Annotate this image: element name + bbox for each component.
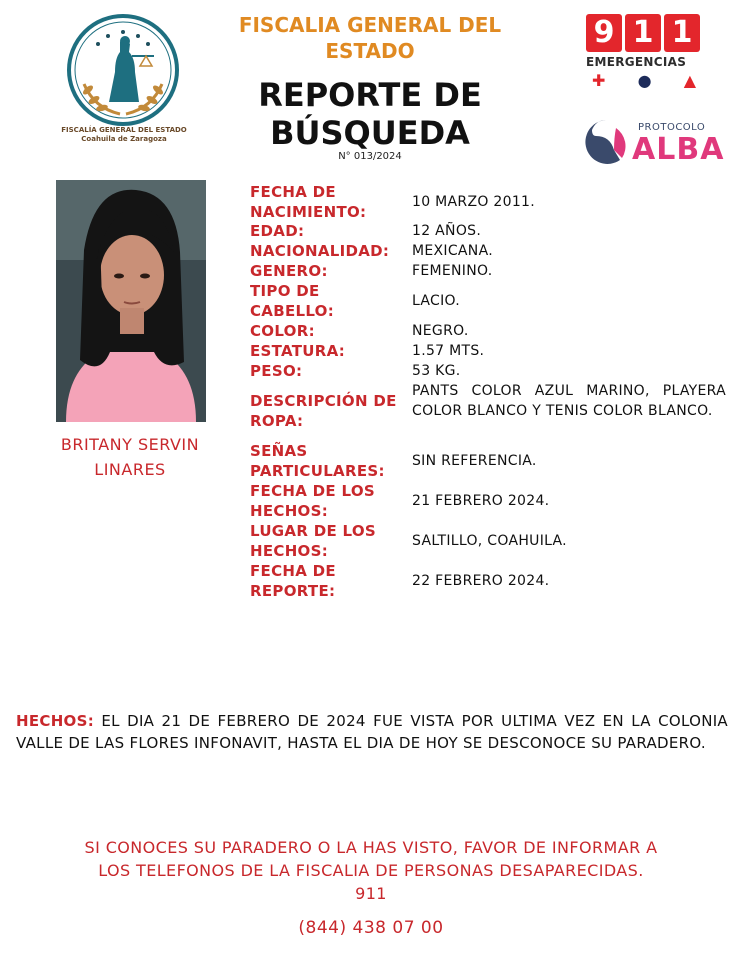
hechos-label: HECHOS: [16,712,95,730]
appeal-line3: 911 [355,884,387,903]
report-title-line1: REPORTE DE [258,76,482,114]
fiscalia-seal-logo [61,14,187,146]
protocolo-alba-logo [580,114,725,170]
field-value-nationality: MEXICANA. [412,243,493,259]
contact-phone: (844) 438 07 00 [298,918,444,938]
field-value-event-place: SALTILLO, COAHUILA. [412,533,567,549]
field-value-birth-date: 10 MARZO 2011. [412,194,535,210]
seal-text-agency: FISCALÍA GENERAL DEL ESTADO [61,126,187,134]
field-label-height: ESTATURA: [250,342,346,360]
emergency-label: EMERGENCIAS [586,55,687,69]
red-cross-icon: ✚ [592,71,606,90]
field-label-event-date: FECHA DE LOS HECHOS: [250,482,375,520]
field-value-height: 1.57 MTS. [412,343,485,359]
field-label-weight: PESO: [250,362,303,380]
seal-text-state: Coahuila de Zaragoza [81,135,167,143]
emergency-911-logo [586,14,702,90]
appeal-line1: SI CONOCES SU PARADERO O LA HAS VISTO, FAVOR DE INFORMAR A [84,838,658,857]
emergency-digit: 9 [586,14,622,52]
field-label-gender: GENERO: [250,262,328,280]
field-label-age: EDAD: [250,222,305,240]
alba-head-icon [580,116,632,168]
field-value-weight: 53 KG. [412,363,461,379]
emergency-icons [586,71,702,90]
field-label-report-date: FECHA DE REPORTE: [250,562,336,600]
person-portrait-icon [56,180,206,422]
justice-seal-icon [62,14,184,126]
field-label-color: COLOR: [250,322,315,340]
report-title [200,76,540,152]
protocol-word: ALBA [632,132,725,167]
appeal-block [20,836,722,905]
field-label-event-place: LUGAR DE LOS HECHOS: [250,522,376,560]
emergency-digit: 1 [625,14,661,52]
field-value-color: NEGRO. [412,323,469,339]
appeal-line2: LOS TELEFONOS DE LA FISCALIA DE PERSONAS DESAPARECIDAS. [98,861,644,880]
field-label-clothing: DESCRIPCIÓN DE ROPA: [250,392,397,430]
field-value-gender: FEMENINO. [412,263,493,279]
hechos-paragraph [16,710,728,754]
field-label-nationality: NACIONALIDAD: [250,242,390,260]
field-value-age: 12 AÑOS. [412,223,482,239]
agency-title: FISCALIA GENERAL DEL ESTADO [238,13,502,63]
field-value-hair-type: LACIO. [412,293,461,309]
report-title-line2: BÚSQUEDA [270,114,470,152]
field-value-report-date: 22 FEBRERO 2024. [412,573,550,589]
person-name [40,432,220,482]
person-name-line2: LINARES [94,460,166,479]
field-label-hair-type: TIPO DE CABELLO: [250,282,335,320]
protocol-small-label: PROTOCOLO [638,122,706,133]
missing-person-photo [56,180,206,422]
hechos-text: EL DIA 21 DE FEBRERO DE 2024 FUE VISTA POR ULTIMA VEZ EN LA COLONIA VALLE DE LAS FLORES INFONAVIT, HASTA EL DIA DE HOY SE DESCONOCE SU PARADERO. [16,712,728,752]
emergency-digits [586,14,702,52]
field-value-marks: SIN REFERENCIA. [412,453,537,469]
field-value-clothing: PANTS COLOR AZUL MARINO, PLAYERA COLOR BLANCO Y TENIS COLOR BLANCO. [412,383,726,419]
emergency-digit: 1 [664,14,700,52]
police-cap-icon: ● [637,71,652,90]
field-label-birth-date: FECHA DE NACIMIENTO: [250,183,367,221]
fire-icon: ▲ [683,71,696,90]
report-number: N° 013/2024 [338,151,402,162]
field-value-event-date: 21 FEBRERO 2024. [412,493,550,509]
person-name-line1: BRITANY SERVIN [60,435,200,454]
field-label-marks: SEÑAS PARTICULARES: [250,442,385,480]
